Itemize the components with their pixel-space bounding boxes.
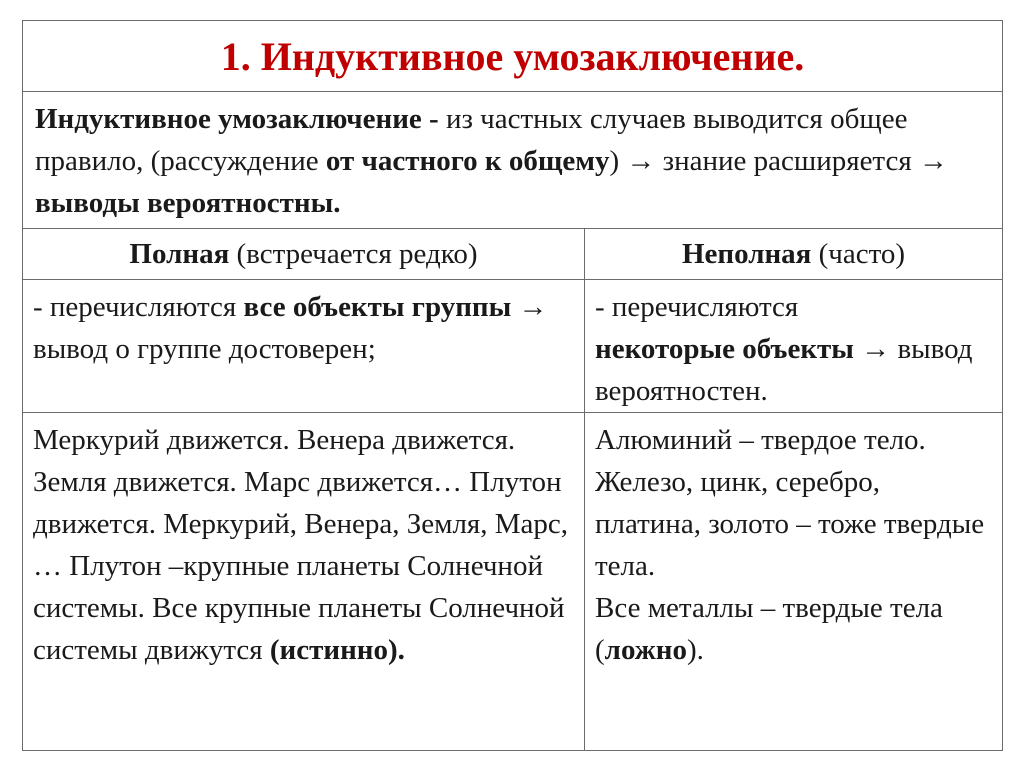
example-incomplete-line-3	[595, 587, 992, 671]
example-complete-text: Меркурий движется. Венера движется. Земля движется. Марс движется… Плутон движется. Меркурий, Венера, Земля, Марс, … Плутон –крупные планеты Солнечной системы. Все крупные планеты Солнечной системы движутся	[33, 424, 569, 666]
description-incomplete-emphasis: некоторые объекты →	[595, 333, 891, 365]
header-complete-label: Полная	[129, 237, 230, 270]
header-complete	[23, 229, 585, 280]
description-incomplete-pre: - перечисляются	[595, 291, 799, 323]
example-complete-verdict: (истинно).	[269, 634, 405, 666]
example-incomplete-line-3-post: ).	[686, 634, 704, 666]
header-incomplete-note: (часто)	[811, 237, 906, 270]
description-complete-emphasis: все объекты группы	[243, 291, 512, 323]
header-incomplete-label: Неполная	[681, 237, 812, 270]
description-incomplete-post: вывод вероятностен.	[595, 333, 973, 407]
definition-term: Индуктивное умозаключение -	[35, 103, 439, 135]
example-complete	[23, 413, 585, 751]
description-complete-pre: - перечисляются	[33, 291, 244, 323]
induction-table	[22, 20, 1003, 751]
description-incomplete	[585, 280, 1003, 413]
example-incomplete-verdict: ложно	[604, 634, 687, 666]
definition-text-1: из частных случаев выводится общее правило, (рассуждение	[35, 103, 908, 177]
definition-text-2: ) → знание расширяется →	[609, 145, 948, 177]
example-incomplete-line-2: Железо, цинк, серебро, платина, золото – тоже твердые тела.	[595, 466, 985, 582]
definition-emphasis-2: выводы вероятностны.	[35, 187, 341, 219]
description-complete-post: → вывод о группе достоверен;	[33, 291, 548, 365]
example-incomplete-line-3-pre: Все металлы – твердые тела (	[595, 592, 943, 666]
header-complete-note: (встречается редко)	[229, 237, 478, 270]
header-incomplete	[585, 229, 1003, 280]
definition-emphasis-1: от частного к общему	[325, 145, 610, 177]
title-cell	[23, 21, 1003, 92]
example-incomplete-line-1: Алюминий – твердое тело.	[595, 424, 926, 456]
description-complete	[23, 280, 585, 413]
definition-cell	[23, 92, 1003, 229]
slide-title: 1. Индуктивное умозаключение.	[220, 34, 805, 79]
example-incomplete	[585, 413, 1003, 751]
